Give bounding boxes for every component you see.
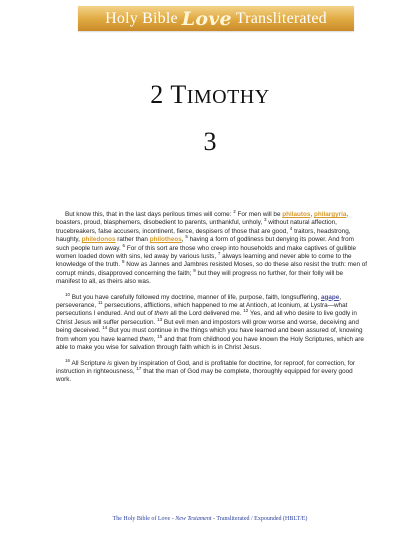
- book-name-initial: T: [170, 80, 187, 109]
- verse-3: without natural affection, trucebreakers, false accusers, incontinent, fierce, despisers of those that are good,: [56, 219, 337, 235]
- footer-text-1: The Holy Bible of Love -: [112, 516, 176, 522]
- italic-word: them: [154, 310, 169, 318]
- verse-2a: For men will be: [237, 211, 281, 218]
- verse-16b: given by inspiration of God, and: [113, 359, 203, 367]
- verse-17: that the man of God may be complete, thoroughly equipped for every good work.: [56, 367, 353, 384]
- verse-1: But know this, that in the last days perilous times will come:: [65, 211, 232, 218]
- verse-number: 11: [97, 299, 103, 305]
- book-name: [170, 80, 270, 109]
- chapter-text: [56, 208, 368, 392]
- verse-8: Now as Jannes and Jambres resisted Moses, so do these also resist the truth: men of corrupt minds, disapproved concerning the faith;: [56, 261, 368, 277]
- verse-16c: profitable for doctrine, for reproof, for correction, for instruction in righteousness,: [56, 359, 355, 375]
- paragraph-1: But know this, that in the last days perilous times will come: $^2$ For men will be philautos, philargyria, boasters, proud, blasphemers, disobedient to parents, unthankful, unholy, $^3$ without natural affection, trucebreakers, false accusers, incontinent, fierce, despisers of those that are good, $^4$ traitors, headstrong, haughty, philedonos rather than philotheos, $^5$ having a form of godliness but denying its power. And from such people turn away. $^6$ For of this sort are those who creep into households and make captives of gullible women loaded down with sins, led away by various lusts, $^7$ always learning and never able to come to the knowledge of the truth. $^8$ Now as Jannes and Jambres resisted Moses, so do these also resist the truth: men of corrupt minds, disapproved concerning the faith; $^9$ but they will progress no further, for their folly will be manifest to all, as theirs also was.: [56, 208, 368, 286]
- page-footer: [0, 516, 420, 522]
- book-number: 2: [150, 80, 164, 109]
- banner-text-right: Transliterated: [235, 9, 327, 27]
- paragraph-2: [56, 291, 368, 353]
- verse-10a: But you have carefully followed my doctrine, manner of life, purpose, faith, longsuffering,: [71, 293, 320, 301]
- italic-word: is: [107, 359, 112, 367]
- transliteration-link[interactable]: philotheos: [149, 236, 182, 244]
- verse-10b: , perseverance,: [56, 293, 342, 310]
- verse-4a: traitors, headstrong, haughty,: [56, 227, 351, 244]
- verse-number: 8: [121, 259, 125, 265]
- footer-italic: New Testament: [175, 516, 212, 522]
- verse-number: 17: [136, 365, 142, 371]
- verse-4b: rather than: [117, 236, 148, 244]
- footer-text-2: - Transliterated / Expounded (HBLT/E): [211, 516, 308, 522]
- book-title: [0, 80, 420, 110]
- verse-14a: But you must continue in the things which you have learned and been assured of, knowing from whom you have learned: [56, 327, 363, 343]
- header-banner: [78, 6, 354, 31]
- chapter-number: 3: [203, 127, 217, 156]
- italic-word: them: [139, 335, 154, 343]
- verse-number: 9: [193, 267, 196, 273]
- verse-9: but they will progress no further, for their folly will be manifest to all, as theirs also was.: [56, 269, 344, 286]
- verse-7: always learning and never able to come to the knowledge of the truth.: [56, 253, 352, 269]
- verse-2b: , boasters, proud, blasphemers, disobedient to parents, unthankful, unholy,: [56, 211, 349, 227]
- verse-6: For of this sort are those who creep into households and make captives of gullible women loaded down with sins, led away by various lusts,: [56, 244, 357, 261]
- book-name-rest: IMOTHY: [186, 86, 270, 108]
- verse-14b: ,: [153, 335, 156, 343]
- verse-number: 10: [65, 291, 71, 297]
- verse-number: 2: [233, 208, 236, 214]
- verse-number: 3: [263, 217, 267, 223]
- banner-text-left: Holy Bible: [105, 9, 178, 27]
- verse-number: 16: [65, 357, 71, 363]
- transliteration-link[interactable]: philedonos: [81, 236, 116, 244]
- verse-number: 4: [289, 225, 293, 231]
- verse-number: 14: [102, 325, 108, 331]
- verse-5: having a form of godliness but denying its power. And from such people turn away.: [56, 236, 354, 252]
- verse-15: and that from childhood you have known the Holy Scriptures, which are able to make you wise for salvation through faith which is in Christ Jesus.: [56, 335, 364, 352]
- paragraph-3: [56, 357, 368, 385]
- verse-number: 13: [157, 316, 163, 322]
- verse-12: Yes, and all who desire to live godly in Christ Jesus will suffer persecution.: [56, 310, 357, 326]
- verse-number: 12: [243, 308, 249, 314]
- transliteration-link[interactable]: philargyria: [313, 211, 347, 218]
- verse-number: 5: [185, 234, 188, 240]
- verse-number: 7: [217, 250, 221, 256]
- transliteration-link[interactable]: philautos: [282, 211, 311, 218]
- verse-16a: All Scripture: [71, 359, 106, 367]
- transliteration-link[interactable]: agape: [320, 293, 340, 301]
- verse-11a: persecutions, afflictions, which happened to me at Antioch, at Iconium, at Lystra—what persecutions I endured. And out of: [56, 302, 348, 318]
- verse-13: But evil men and impostors will grow worse and worse, deceiving and being deceived.: [56, 318, 359, 335]
- verse-number: 15: [157, 333, 163, 339]
- banner-script-word: Love: [181, 7, 232, 30]
- italic-word: is: [204, 359, 210, 367]
- verse-number: 6: [122, 242, 126, 248]
- verse-11b: all the Lord delivered me.: [170, 310, 242, 318]
